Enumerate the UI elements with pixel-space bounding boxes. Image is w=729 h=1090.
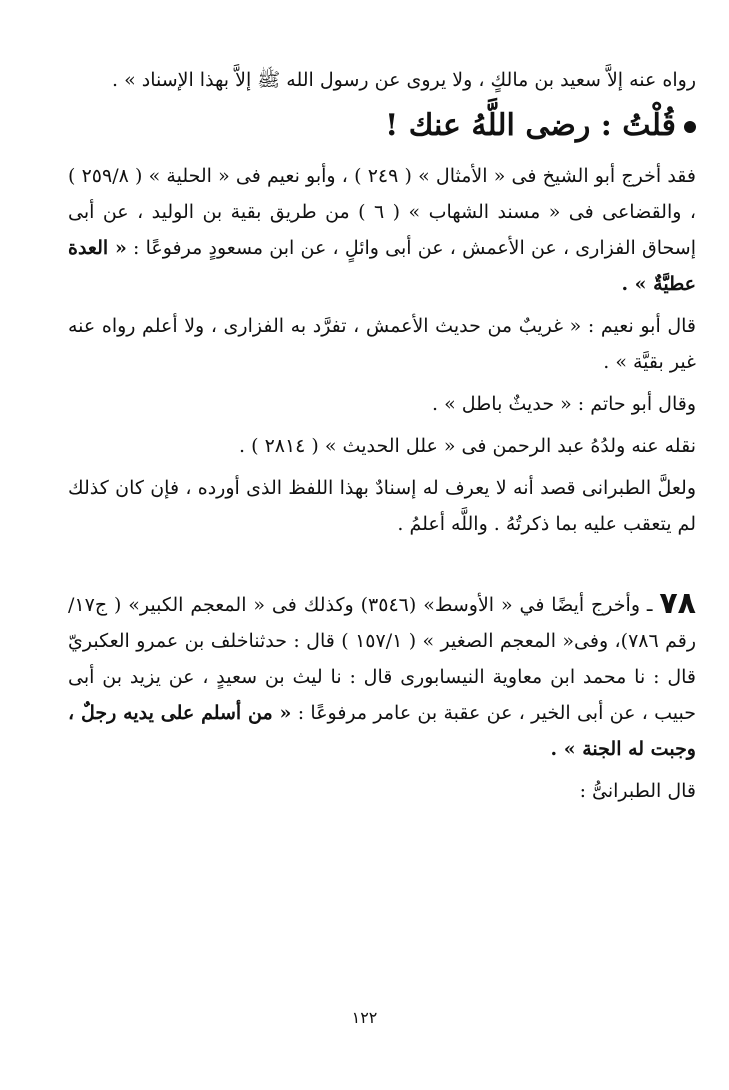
paragraph-tabarani-note: ولعلَّ الطبرانى قصد أنه لا يعرف له إسنادٌ بهذا اللفظ الذى أورده ، فإن كان كذلك لم يتعقب عليه بما ذكرتُهُ . واللَّه أعلمُ . (68, 477, 696, 535)
entry-number: ٧٨ (659, 586, 696, 621)
page-body (68, 62, 696, 815)
paragraph-abu-hatim: وقال أبو حاتم : « حديثٌ باطل » . (432, 393, 696, 415)
bullet-icon (684, 121, 696, 133)
closing-line: قال الطبرانىُّ : (579, 780, 696, 802)
intro-paragraph: رواه عنه إلاَّ سعيد بن مالكٍ ، ولا يروى عن رسول الله ﷺ إلاَّ بهذا الإسناد » . (111, 69, 696, 91)
entry-quote: « من أسلم على يديه رجلٌ ، وجبت له الجنة » . (68, 702, 696, 760)
heading-text: قُلْتُ : رضى اللَّهُ عنك ! (385, 108, 676, 143)
hadith-quote: « العدة عطيَّةٌ » . (68, 237, 696, 295)
entry-text: ـ وأخرج أيضًا في « الأوسط» (٣٥٤٦) وكذلك فى « المعجم الكبير» ( ج١٧/ رقم ٧٨٦)، وفى« المعجم الصغير » ( ١٥٧/١ ) قال : حدثناخلف بن عمرو العكبريّ قال : نا محمد ابن معاوية النيسابورى قال : نا ليث بن سعيدٍ ، عن يزيد بن أبى حبيب ، عن أبى الخير ، عن عقبة بن عامر مرفوعًا : (68, 594, 697, 724)
paragraph-abu-nuaim: قال أبو نعيم : « غريبٌ من حديث الأعمش ، تفرَّد به الفزارى ، ولا أعلم رواه عنه غير بقيَّة » . (68, 315, 696, 373)
page-number: ١٢٢ (351, 1008, 378, 1027)
paragraph-ilal: نقله عنه ولدُهُ عبد الرحمن فى « علل الحديث » ( ٢٨١٤ ) . (239, 435, 696, 457)
section-heading (68, 104, 696, 148)
paragraph-takhrij (68, 158, 696, 302)
entry-paragraph (68, 586, 696, 767)
paragraph-text: فقد أخرج أبو الشيخ فى « الأمثال » ( ٢٤٩ ) ، وأبو نعيم فى « الحلية » ( ٢٥٩/٨ ) ، والقضاعى فى « مسند الشهاب » ( ٦ ) من طريق بقية بن الوليد ، عن أبى إسحاق الفزارى ، عن الأعمش ، عن أبى وائلٍ ، عن ابن مسعودٍ مرفوعًا : (68, 165, 696, 259)
